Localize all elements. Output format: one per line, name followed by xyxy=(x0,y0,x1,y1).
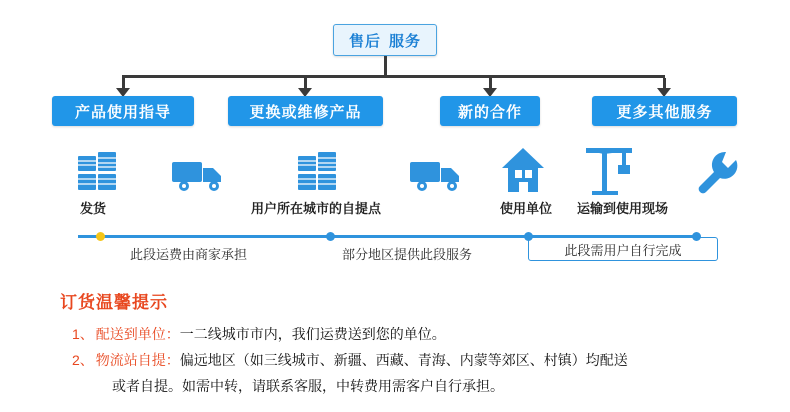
wrench-icon xyxy=(696,150,740,196)
segment-label-merchant-pays: 此段运费由商家承担 xyxy=(130,247,248,262)
note-item xyxy=(60,349,760,371)
flow-root-node xyxy=(333,24,437,56)
note-label: 物流站自提： xyxy=(95,352,180,368)
logistics-timeline xyxy=(0,136,790,266)
after-sales-flow-chart xyxy=(0,0,790,135)
stop-label-pickup-point: 用户所在城市的自提点 xyxy=(251,201,382,216)
flow-node-new-cooperation: 新的合作 xyxy=(440,96,540,126)
note-number: 1、 xyxy=(72,326,94,342)
note-text-continued: 或者自提。如需中转，请联系客服，中转费用需客户自行承担。 xyxy=(112,378,504,394)
truck-icon xyxy=(410,158,466,194)
flow-node-more-services: 更多其他服务 xyxy=(592,96,737,126)
stop-label-shipping: 发货 xyxy=(80,201,107,216)
boxes-icon xyxy=(296,152,348,196)
flow-root-label-right: 服务 xyxy=(389,32,422,50)
house-icon xyxy=(500,146,546,196)
stop-label-user-unit: 使用单位 xyxy=(500,201,553,216)
flow-node-product-usage-guidance: 产品使用指导 xyxy=(52,96,194,126)
order-notes xyxy=(60,288,760,397)
truck-icon xyxy=(172,158,228,194)
note-text: 一二线城市市内，我们运费送到您的单位。 xyxy=(179,326,446,342)
timeline-marker-pickup xyxy=(326,232,335,241)
segment-label-user-self: 此段需用户自行完成 xyxy=(528,237,718,261)
flow-node-replace-or-repair: 更换或维修产品 xyxy=(228,96,383,126)
flow-root-label-left: 售后 xyxy=(348,32,381,50)
note-item xyxy=(60,323,760,345)
stop-label-transport-to-site: 运输到使用现场 xyxy=(577,201,669,216)
connector-horizontal-bus xyxy=(122,75,665,78)
notes-title: 订货温馨提示 xyxy=(60,293,168,312)
note-label: 配送到单位： xyxy=(95,326,180,342)
segment-label-partial-area: 部分地区提供此段服务 xyxy=(342,247,473,262)
timeline-marker-start xyxy=(96,232,105,241)
connector-root-vertical xyxy=(384,56,387,76)
note-text: 偏远地区（如三线城市、新疆、西藏、青海、内蒙等郊区、村镇）均配送 xyxy=(179,352,628,368)
crane-icon xyxy=(582,144,638,196)
boxes-icon xyxy=(76,152,128,196)
note-number: 2、 xyxy=(72,352,94,368)
